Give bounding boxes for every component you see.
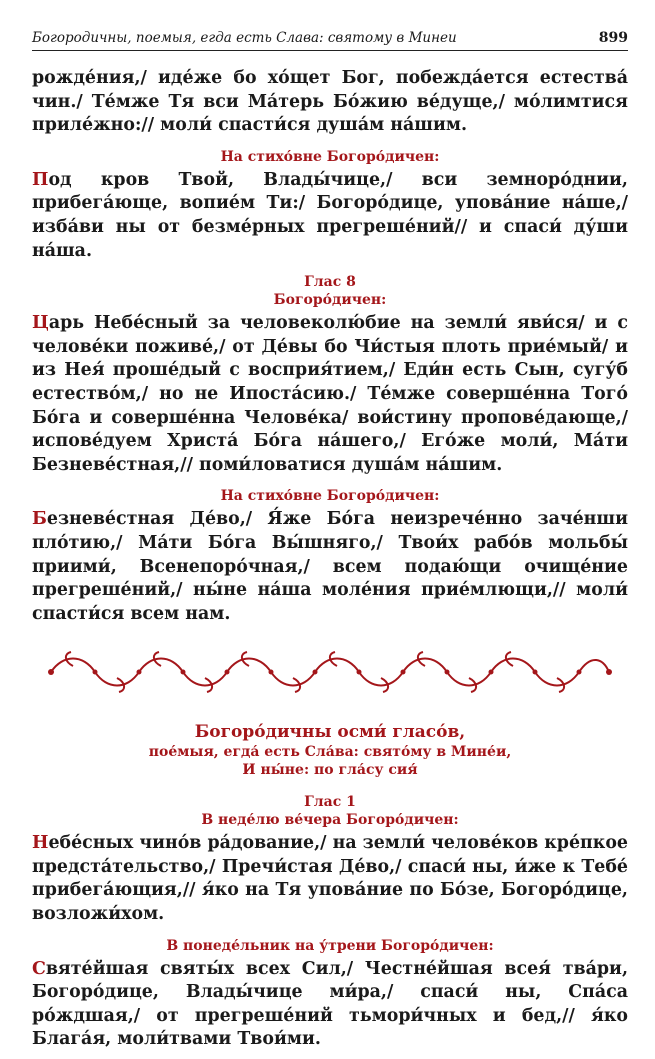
paragraph-body: арь Небе́сный за человеколю́бие на земли́ яви́ся/ и с челове́ки поживе́,/ от Де́вы бо Чи́стыя плоть прие́мый/ и из Нея́ проше́дый с восприя́тием,/ Еди́н есть Сын, сугу́б естество́м,/ но не Ипоста́сию./ Те́мже соверше́нна Того́ Бо́га и соверше́нна Челове́ка/ вои́стину пропове́дающе,/ испове́дуем Христа́ Бо́га на́шего,/ Его́же моли́, Ма́ти Безневе́стная,// поми́ловатися душа́м на́шим.	[32, 313, 628, 475]
section-title-main: Богоро́дичны осми́ гласо́в,	[194, 722, 466, 743]
drop-initial: Б	[32, 509, 47, 530]
paragraph-body: ебе́сных чино́в ра́дование,/ на земли́ челове́ков кре́пкое предста́тельство,/ Пречи́стая Де́во,/ спаси́ ны, и́же к Тебе́ прибега́ющия,// я́ко на Тя упова́ние по Бо́зе, Богоро́дице, возложи́хом.	[32, 833, 628, 925]
floral-ornament-icon	[43, 646, 617, 698]
drop-initial: С	[32, 958, 46, 979]
paragraph-body: од кров Твой, Влады́чице,/ вси земноро́днии, прибега́юще, вопие́м Ти:/ Богоро́дице, упова́ние на́ше,/ изба́ви ны от безме́рных прегреше́ний// и спаси́ ду́ши на́ша.	[32, 169, 628, 261]
running-header	[32, 30, 628, 51]
section-title	[32, 722, 628, 779]
drop-initial: Ц	[32, 313, 49, 334]
rubric-stichera: На стихо́вне Богоро́дичен:	[220, 488, 440, 505]
rubric-tone: Глас 8	[304, 274, 356, 291]
page-number: 899	[598, 30, 628, 46]
paragraph-beznevestnaya	[32, 508, 628, 626]
paragraph-pod-krov	[32, 169, 628, 263]
paragraph-tsar	[32, 312, 628, 477]
rubric-theotokion: Богоро́дичен:	[273, 292, 387, 309]
paragraph-nebesnykh	[32, 832, 628, 926]
rubric-monday-matins: В понеде́льник на у́трени Богоро́дичен:	[166, 937, 494, 954]
rubric-tone: Глас 1	[304, 794, 356, 811]
paragraph-continued: рожде́ния,/ иде́же бо хо́щет Бог, побежда́ется естества́ чин./ Те́мже Тя вси Ма́терь Бо́жию ве́дуще,/ мо́лимтися приле́жно:// моли́ спасти́ся душа́м на́шим.	[32, 68, 628, 136]
paragraph-body: вяте́йшая святы́х всех Сил,/ Честне́йшая всея́ тва́ри, Богоро́дице, Влады́чице ми́ра,/ спаси́ ны, Спа́са ро́ждшая,/ от прегреше́ний тьмори́чных и бед,// я́ко Блага́я, моли́твами Твои́ми.	[32, 958, 628, 1050]
rubric-stichera: На стихо́вне Богоро́дичен:	[220, 148, 440, 165]
paragraph-svyateyshaya	[32, 958, 628, 1052]
section-title-sub: пое́мыя, егда́ есть Сла́ва: свято́му в Мине́и,	[148, 744, 512, 761]
drop-initial: П	[32, 169, 49, 190]
running-title: Богородичны, поемыя, егда есть Слава: святому в Минеи	[32, 30, 457, 46]
page	[32, 30, 628, 1052]
drop-initial: Н	[32, 833, 49, 854]
section-title-sub2: И ны́не: по гла́су сия́	[242, 762, 418, 779]
paragraph-body: езневе́стная Де́во,/ Я́же Бо́га неизрече́нно заче́нши пло́тию,/ Ма́ти Бо́га Вы́шняго,/ Твои́х рабо́в мольбы́ приими́, Всенепоро́чная,/ всем подаю́щи очище́ние прегреше́ний,/ ны́не на́ша моле́ния прие́млющи,// моли́ спасти́ся всем нам.	[32, 509, 628, 624]
rubric-sunday-evening: В неде́лю ве́чера Богоро́дичен:	[201, 812, 459, 829]
